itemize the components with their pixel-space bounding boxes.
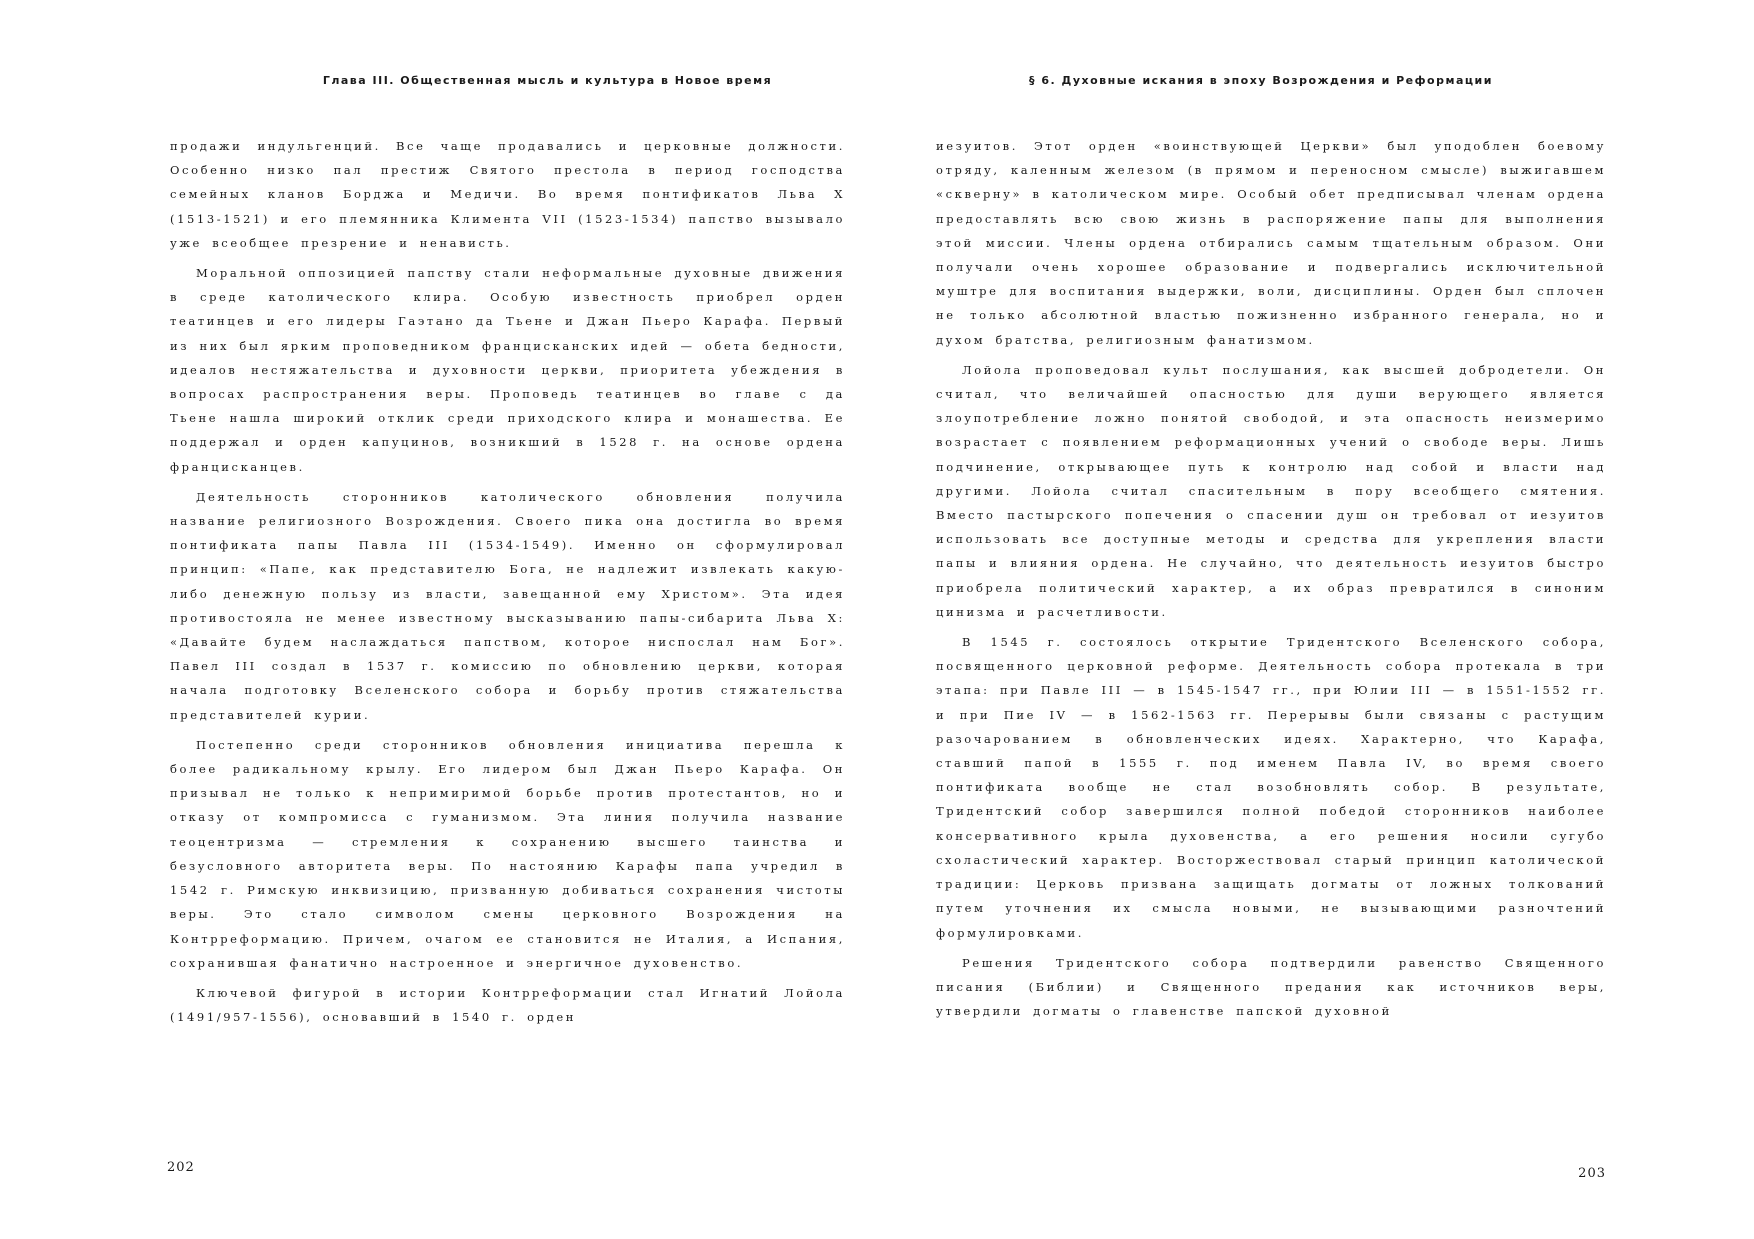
paragraph: продажи индульгенций. Все чаще продавались и церковные должности. Особенно низко пал престиж Святого престола в период господства семейных кланов Борджа и Медичи. Во время понтификатов Льва X (1513-1521) и его племянника Климента VII (1523-1534) папство вызывало уже всеобщее презрение и ненависть. bbox=[170, 139, 845, 250]
page-number-left: 202 bbox=[167, 1160, 195, 1175]
running-head-left: Глава III. Общественная мысль и культура в Новое время bbox=[322, 74, 773, 87]
paragraph: Деятельность сторонников католического обновления получила название религиозного Возрождения. Своего пика она достигла во время понтификата папы Павла III (1534-1549). Именно он сформулировал принцип: «Папе, как представителю Бога, не надлежит извлекать какую-либо денежную пользу из власти, завещанной ему Христом». Эта идея противостояла не менее известному высказыванию папы-сибарита Льва X: «Давайте будем наслаждаться папством, которое ниспослал нам Бог». Павел III создал в 1537 г. комиссию по обновлению церкви, которая начала подготовку Вселенского собора и борьбу против стяжательства представителей курии. bbox=[170, 489, 845, 722]
left-page bbox=[167, 0, 845, 1239]
right-page bbox=[936, 0, 1606, 1239]
paragraph: В 1545 г. состоялось открытие Тридентского Вселенского собора, посвященного церковной реформе. Деятельность собора протекала в три этапа: при Павле III — в 1545-1547 гг., при Юлии III — в 1551-1552 гг. и при Пие IV — в 1562-1563 гг. Перерывы были связаны с растущим разочарованием в обновленческих идеях. Характерно, что Карафа, ставший папой в 1555 г. под именем Павла IV, во время своего понтификата вообще не стал возобновлять собор. В результате, Тридентский собор завершился полной победой сторонников наиболее консервативного крыла духовенства, а его решения носили сугубо схоластический характер. Восторжествовал старый принцип католической традиции: Церковь призвана защищать догматы от ложных толкований путем уточнения их смысла новыми, не вызывающими разночтений формулировками. bbox=[936, 635, 1606, 940]
paragraph: Ключевой фигурой в истории Контрреформации стал Игнатий Лойола (1491/957-1556), основавший в 1540 г. орден bbox=[170, 985, 845, 1025]
page-number-right: 203 bbox=[1578, 1166, 1606, 1181]
paragraph: Постепенно среди сторонников обновления инициатива перешла к более радикальному крылу. Его лидером был Джан Пьеро Карафа. Он призывал не только к непримиримой борьбе против протестантов, но и отказу от компромисса с гуманизмом. Эта линия получила название теоцентризма — стремления к сохранению высшего таинства и безусловного авторитета веры. По настоянию Карафы папа учредил в 1542 г. Римскую инквизицию, призванную добиваться сохранения чистоты веры. Это стало символом смены церковного Возрождения на Контрреформацию. Причем, очагом ее становится не Италия, а Испания, сохранившая фанатично настроенное и энергичное духовенство. bbox=[170, 737, 845, 970]
paragraph: Лойола проповедовал культ послушания, как высшей добродетели. Он считал, что величайшей опасностью для души верующего является злоупотребление ложно понятой свободой, и эта опасность неизмеримо возрастает с появлением реформационных учений о свободе веры. Лишь подчинение, открывающее путь к контролю над собой и власти над другими. Лойола считал спасительным в пору всеобщего смятения. Вместо пастырского попечения о спасении душ он требовал от иезуитов использовать все доступные методы и средства для укрепления власти папы и влияния ордена. Не случайно, что деятельность иезуитов быстро приобрела политический характер, а их образ превратился в синоним цинизма и расчетливости. bbox=[936, 362, 1606, 619]
left-page-body bbox=[170, 134, 845, 1035]
right-page-body bbox=[936, 134, 1606, 1029]
paragraph: иезуитов. Этот орден «воинствующей Церкви» был уподоблен боевому отряду, каленным железом (в прямом и переносном смысле) выжигавшем «скверну» в католическом мире. Особый обет предписывал членам ордена предоставлять всю свою жизнь в распоряжение папы для выполнения этой миссии. Члены ордена отбирались самым тщательным образом. Они получали очень хорошее образование и подвергались исключительной муштре для воспитания выдержки, воли, дисциплины. Орден был сплочен не только абсолютной властью пожизненно избранного генерала, но и духом братства, религиозным фанатизмом. bbox=[936, 139, 1606, 347]
running-head-right: § 6. Духовные искания в эпоху Возрождения и Реформации bbox=[1029, 74, 1493, 87]
paragraph: Решения Тридентского собора подтвердили равенство Священного писания (Библии) и Священного предания как источников веры, утвердили догматы о главенстве папской духовной bbox=[936, 955, 1606, 1019]
paragraph: Моральной оппозицией папству стали неформальные духовные движения в среде католического клира. Особую известность приобрел орден театинцев и его лидеры Гаэтано да Тьене и Джан Пьеро Карафа. Первый из них был ярким проповедником францисканских идей — обета бедности, идеалов нестяжательства и духовности церкви, приоритета убеждения в вопросах распространения веры. Проповедь театинцев во главе с да Тьене нашла широкий отклик среди приходского клира и монашества. Ее поддержал и орден капуцинов, возникший в 1528 г. на основе ордена францисканцев. bbox=[170, 266, 845, 474]
